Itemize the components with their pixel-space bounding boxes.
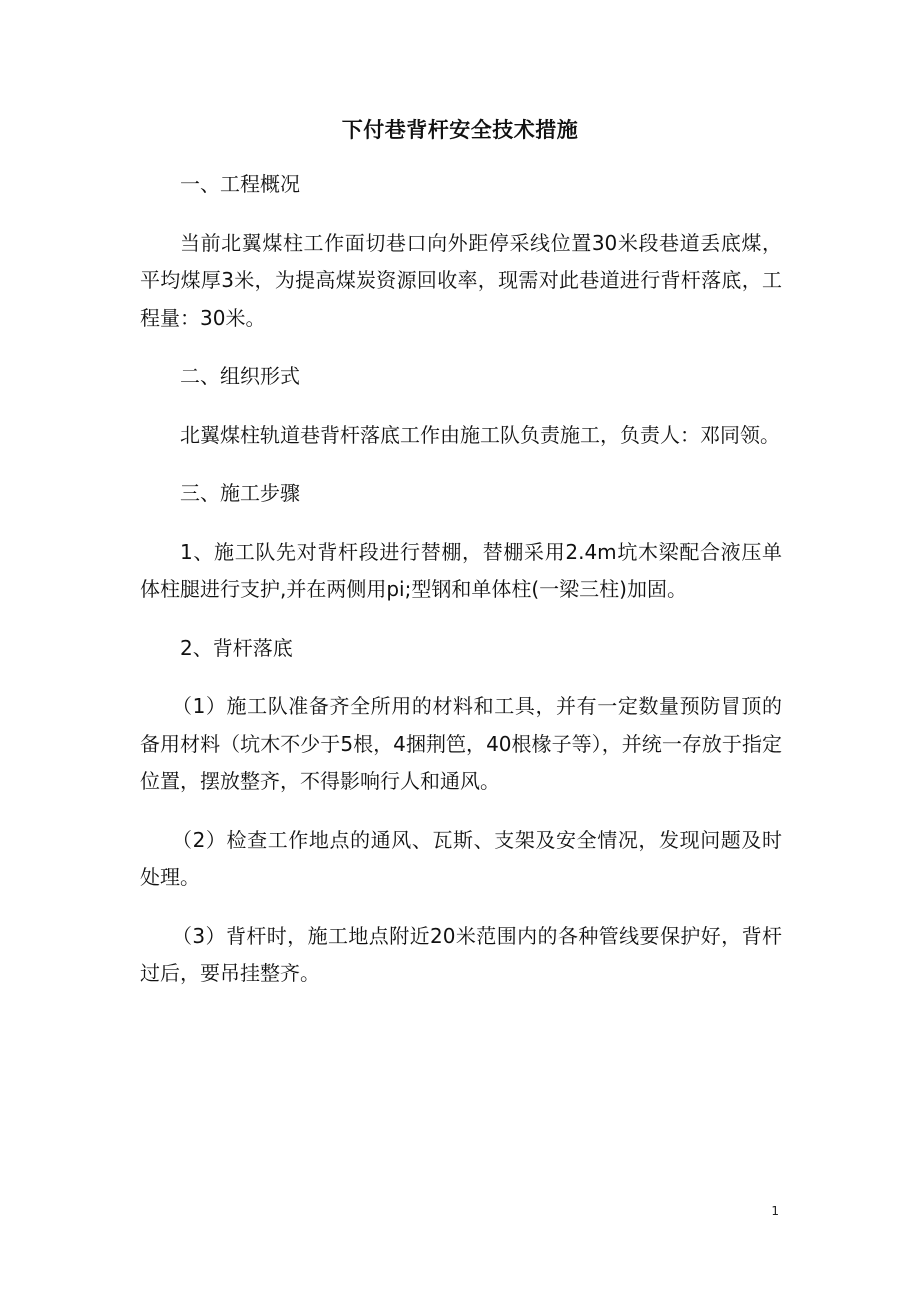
paragraph-step-1: 1、施工队先对背杆段进行替棚，替棚采用2.4m坑木梁配合液压单体柱腿进行支护,并在两侧用pi;型钢和单体柱(一梁三柱)加固。 (140, 539, 782, 601)
paragraph-substep-2: （2）检查工作地点的通风、瓦斯、支架及安全情况，发现问题及时处理。 (140, 827, 782, 889)
paragraph-substep-3: （3）背杆时，施工地点附近20米范围内的各种管线要保护好，背杆过后，要吊挂整齐。 (140, 923, 782, 985)
paragraph-substep-1: （1）施工队准备齐全所用的材料和工具，并有一定数量预防冒顶的备用材料（坑木不少于5根，4捆荆笆，40根椽子等），并统一存放于指定位置，摆放整齐，不得影响行人和通风。 (140, 694, 782, 793)
paragraph-overview: 当前北翼煤柱工作面切巷口向外距停采线位置30米段巷道丢底煤，平均煤厚3米，为提高煤炭资源回收率，现需对此巷道进行背杆落底，工程量：30米。 (140, 230, 782, 330)
section-heading-organization: 二、组织形式 (180, 364, 300, 388)
document-body (140, 166, 782, 1014)
paragraph-step-2-heading: 2、背杆落底 (180, 635, 293, 660)
section-heading-steps: 三、施工步骤 (180, 481, 300, 505)
paragraph-organization: 北翼煤柱轨道巷背杆落底工作由施工队负责施工，负责人：邓同领。 (180, 422, 780, 447)
document-title: 下付巷背杆安全技术措施 (341, 118, 579, 142)
section-heading-overview: 一、工程概况 (180, 172, 300, 196)
page-number: 1 (771, 1204, 779, 1218)
